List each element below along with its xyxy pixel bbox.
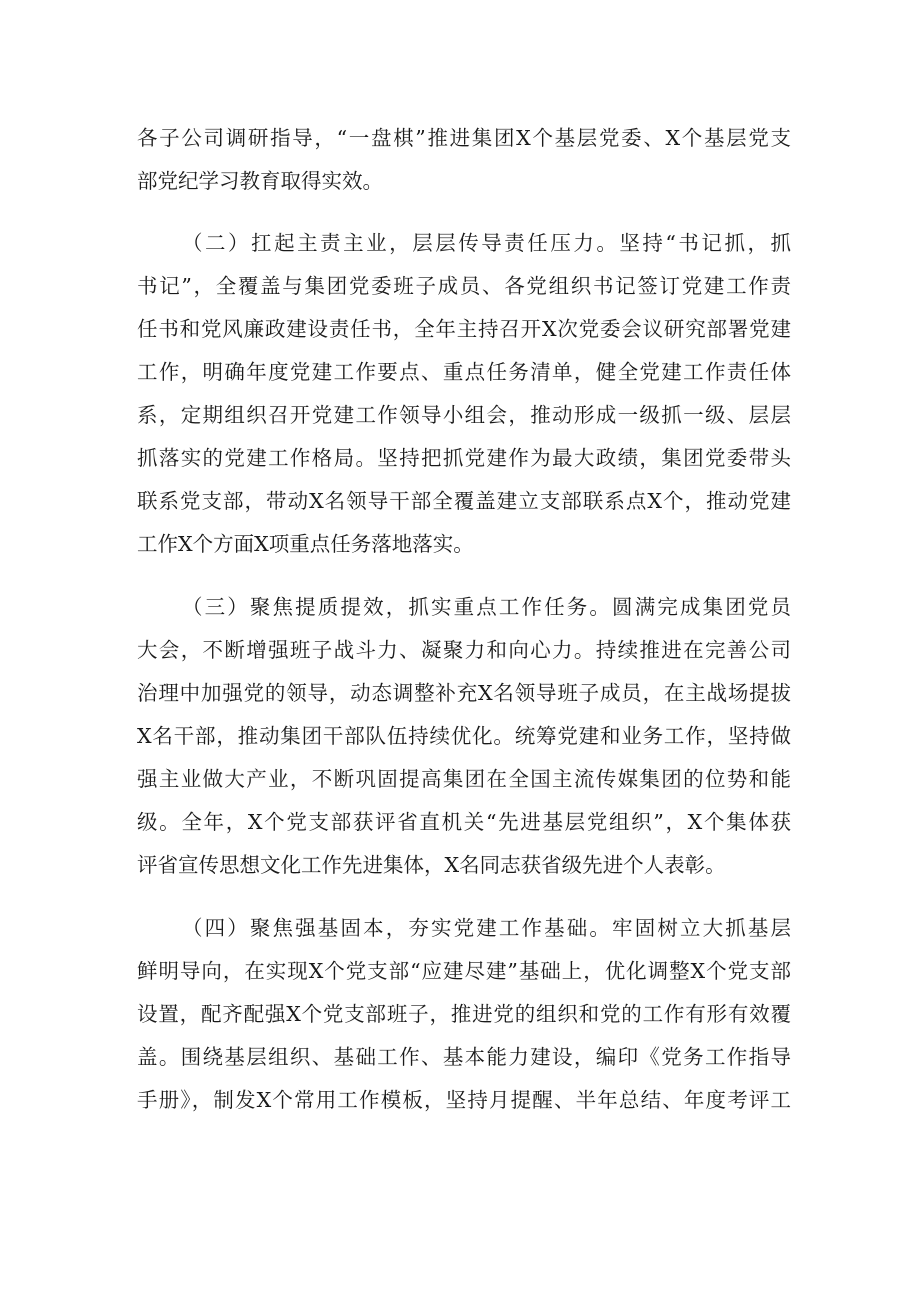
text-line: （二）扛起主责主业，层层传导责任压力。坚持“书记抓，抓 xyxy=(182,231,791,255)
text-line: X名干部，推动集团干部队伍持续优化。统筹党建和业务工作，坚持做 xyxy=(137,724,791,748)
text-line: 评省宣传思想文化工作先进集体，X名同志获省级先进个人表彰。 xyxy=(137,853,726,877)
text-line: 各子公司调研指导，“一盘棋”推进集团X个基层党委、X个基层党支 xyxy=(137,126,791,150)
text-line: 联系党支部，带动X名领导干部全覆盖建立支部联系点X个，推动党建 xyxy=(137,489,791,513)
text-line: 手册》，制发X个常用工作模板，坚持月提醒、半年总结、年度考评工 xyxy=(137,1088,791,1112)
text-line: 工作，明确年度党建工作要点、重点任务清单，健全党建工作责任体 xyxy=(137,360,791,384)
text-line: 级。全年，X个党支部获评省直机关“先进基层党组织”，X个集体获 xyxy=(137,810,791,834)
text-line: 任书和党风廉政建设责任书，全年主持召开X次党委会议研究部署党建 xyxy=(137,317,791,341)
text-line: 强主业做大产业，不断巩固提高集团在全国主流传媒集团的位势和能 xyxy=(137,767,791,791)
text-line: 系，定期组织召开党建工作领导小组会，推动形成一级抓一级、层层 xyxy=(137,403,791,427)
text-line: 盖。围绕基层组织、基础工作、基本能力建设，编印《党务工作指导 xyxy=(137,1045,791,1069)
text-line: 设置，配齐配强X个党支部班子，推进党的组织和党的工作有形有效覆 xyxy=(137,1002,791,1026)
text-line: 鲜明导向，在实现X个党支部“应建尽建”基础上，优化调整X个党支部 xyxy=(137,959,791,983)
text-line: 部党纪学习教育取得实效。 xyxy=(137,169,383,193)
text-line: 治理中加强党的领导，动态调整补充X名领导班子成员，在主战场提拔 xyxy=(137,681,791,705)
text-line: 大会，不断增强班子战斗力、凝聚力和向心力。持续推进在完善公司 xyxy=(137,638,791,662)
text-line: 工作X个方面X项重点任务落地落实。 xyxy=(137,532,474,556)
text-line: 抓落实的党建工作格局。坚持把抓党建作为最大政绩，集团党委带头 xyxy=(137,446,791,470)
text-line: 书记”，全覆盖与集团党委班子成员、各党组织书记签订党建工作责 xyxy=(137,274,791,298)
text-line: （三）聚焦提质提效，抓实重点工作任务。圆满完成集团党员 xyxy=(182,595,791,619)
text-line: （四）聚焦强基固本，夯实党建工作基础。牢固树立大抓基层 xyxy=(182,916,791,940)
